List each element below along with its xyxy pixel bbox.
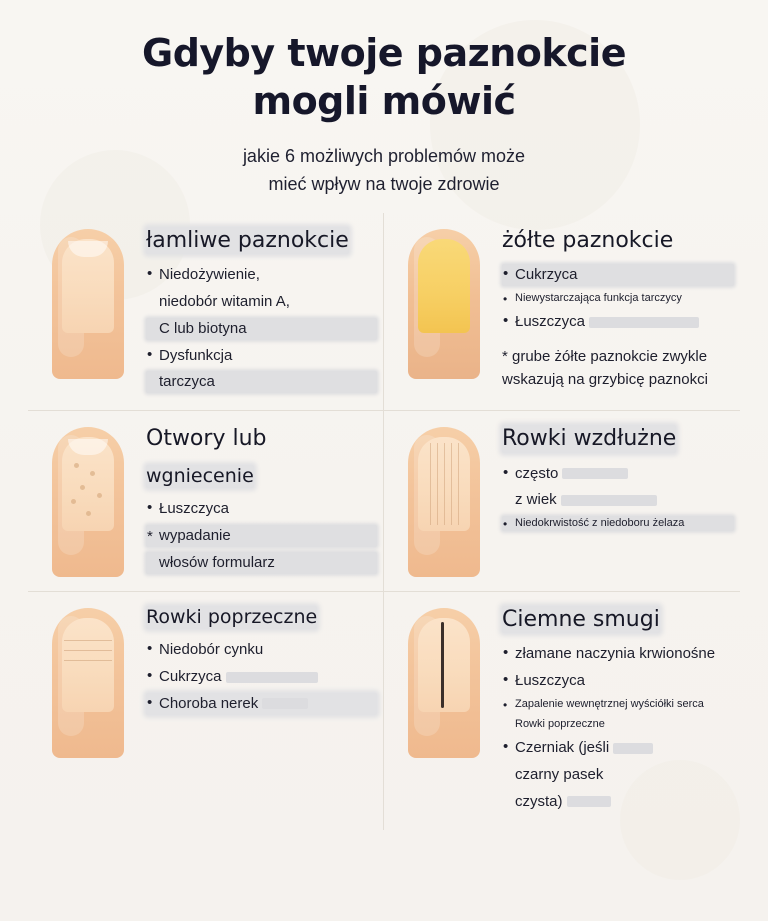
page-subtitle-line-1: jakie 6 możliwych problemów może bbox=[242, 146, 526, 166]
list-item-label: Łuszczyca bbox=[515, 313, 586, 331]
list-item-label: Czerniak (jeśli bbox=[515, 739, 610, 757]
card-title: łamliwe paznokcie bbox=[146, 227, 349, 253]
list-item bbox=[502, 311, 734, 333]
card-content bbox=[498, 421, 734, 536]
card-items-list bbox=[502, 264, 734, 333]
page-header bbox=[0, 0, 768, 199]
list-item: • Łuszczyca bbox=[146, 498, 377, 520]
nail-illustration-wrapper bbox=[34, 223, 142, 379]
card-vertical-ridges bbox=[384, 411, 740, 592]
list-item bbox=[502, 489, 734, 511]
redaction-strip bbox=[226, 672, 318, 683]
card-dark-streaks bbox=[384, 592, 740, 830]
card-title: żółte paznokcie bbox=[502, 227, 674, 253]
list-item: • Niewystarczająca funkcja tarczycy bbox=[502, 291, 734, 306]
page-title bbox=[40, 30, 728, 125]
card-title: Otwory lub bbox=[146, 426, 267, 452]
plain-nail-icon bbox=[52, 229, 124, 379]
page-title-line-1: Gdyby twoje paznokcie bbox=[142, 31, 626, 75]
card-title-second-line: wgniecenie bbox=[146, 464, 254, 487]
card-content bbox=[498, 602, 734, 818]
list-item: tarczyca bbox=[146, 371, 377, 393]
horizontal-ridge-nail-icon bbox=[52, 608, 124, 758]
card-items-list bbox=[146, 264, 377, 393]
cards-grid bbox=[28, 213, 740, 830]
card-yellow-nails bbox=[384, 213, 740, 411]
list-item: * wypadanie bbox=[146, 525, 377, 547]
nail-illustration-wrapper bbox=[390, 223, 498, 379]
list-item bbox=[502, 737, 734, 759]
card-items-list bbox=[502, 463, 734, 532]
list-item: • Dysfunkcja bbox=[146, 345, 377, 367]
list-item bbox=[502, 791, 734, 813]
pitted-nail-icon bbox=[52, 427, 124, 577]
list-item: C lub biotyna bbox=[146, 318, 377, 340]
card-note bbox=[502, 345, 734, 392]
nail-illustration-wrapper bbox=[390, 602, 498, 758]
list-item-label: Choroba nerek bbox=[159, 694, 259, 712]
redaction-strip bbox=[561, 495, 657, 506]
list-item-label: Cukrzyca bbox=[159, 668, 222, 686]
card-horizontal-ridges bbox=[28, 592, 384, 830]
nail-illustration-wrapper bbox=[34, 602, 142, 758]
card-title: Ciemne smugi bbox=[502, 606, 660, 632]
list-item: • Niedokrwistość z niedoboru żelaza bbox=[502, 516, 734, 531]
list-item-label: z wiek bbox=[515, 491, 557, 509]
list-item: • złamane naczynia krwionośne bbox=[502, 643, 734, 665]
redaction-strip bbox=[567, 796, 611, 807]
list-item: czarny pasek bbox=[515, 766, 604, 784]
card-title: Rowki wzdłużne bbox=[502, 426, 677, 452]
list-item: • Niedożywienie, bbox=[146, 264, 377, 286]
list-item bbox=[502, 463, 734, 485]
card-items-list bbox=[502, 643, 734, 813]
card-brittle-nails bbox=[28, 213, 384, 411]
list-item-label: czysta) bbox=[515, 792, 563, 810]
list-item: • Zapalenie wewnętrznej wyściółki serca bbox=[502, 697, 734, 712]
dark-streak-nail-icon bbox=[408, 608, 480, 758]
card-items-list bbox=[146, 639, 377, 714]
list-item: • Łuszczyca bbox=[502, 670, 734, 692]
nail-plate-shape bbox=[418, 618, 470, 712]
redaction-strip bbox=[589, 317, 699, 328]
card-content bbox=[142, 421, 377, 579]
card-content bbox=[498, 223, 734, 392]
vertical-ridge-nail-icon bbox=[408, 427, 480, 577]
page-title-line-2: mogli mówić bbox=[252, 78, 516, 123]
card-title: Rowki poprzeczne bbox=[146, 605, 318, 628]
redaction-strip bbox=[613, 743, 653, 754]
redaction-strip bbox=[562, 468, 628, 479]
list-item-label: często bbox=[515, 464, 559, 482]
nail-plate-shape bbox=[418, 239, 470, 333]
card-content bbox=[142, 602, 377, 720]
page-subtitle-line-2: mieć wpływ na twoje zdrowie bbox=[268, 173, 500, 194]
card-pitting-nails bbox=[28, 411, 384, 592]
dark-streak-line bbox=[441, 622, 444, 708]
nail-illustration-wrapper bbox=[34, 421, 142, 577]
page-subtitle bbox=[0, 143, 768, 199]
nail-illustration-wrapper bbox=[390, 421, 498, 577]
redaction-strip bbox=[262, 698, 308, 709]
list-item: • Niedobór cynku bbox=[146, 639, 377, 661]
card-note-line-1: * grube żółte paznokcie zwykle bbox=[502, 348, 708, 366]
list-item: niedobór witamin A, bbox=[159, 293, 290, 311]
card-content bbox=[142, 223, 377, 398]
list-item: • Cukrzyca bbox=[502, 264, 734, 286]
list-item: Rowki poprzeczne bbox=[515, 717, 605, 730]
card-items-list bbox=[146, 498, 377, 573]
card-note-line-2: wskazują na grzybicę paznokci bbox=[502, 371, 708, 389]
list-item bbox=[146, 666, 377, 688]
list-item: włosów formularz bbox=[146, 552, 377, 574]
nail-plate-shape bbox=[62, 618, 114, 712]
list-item bbox=[146, 693, 377, 715]
yellow-nail-icon bbox=[408, 229, 480, 379]
